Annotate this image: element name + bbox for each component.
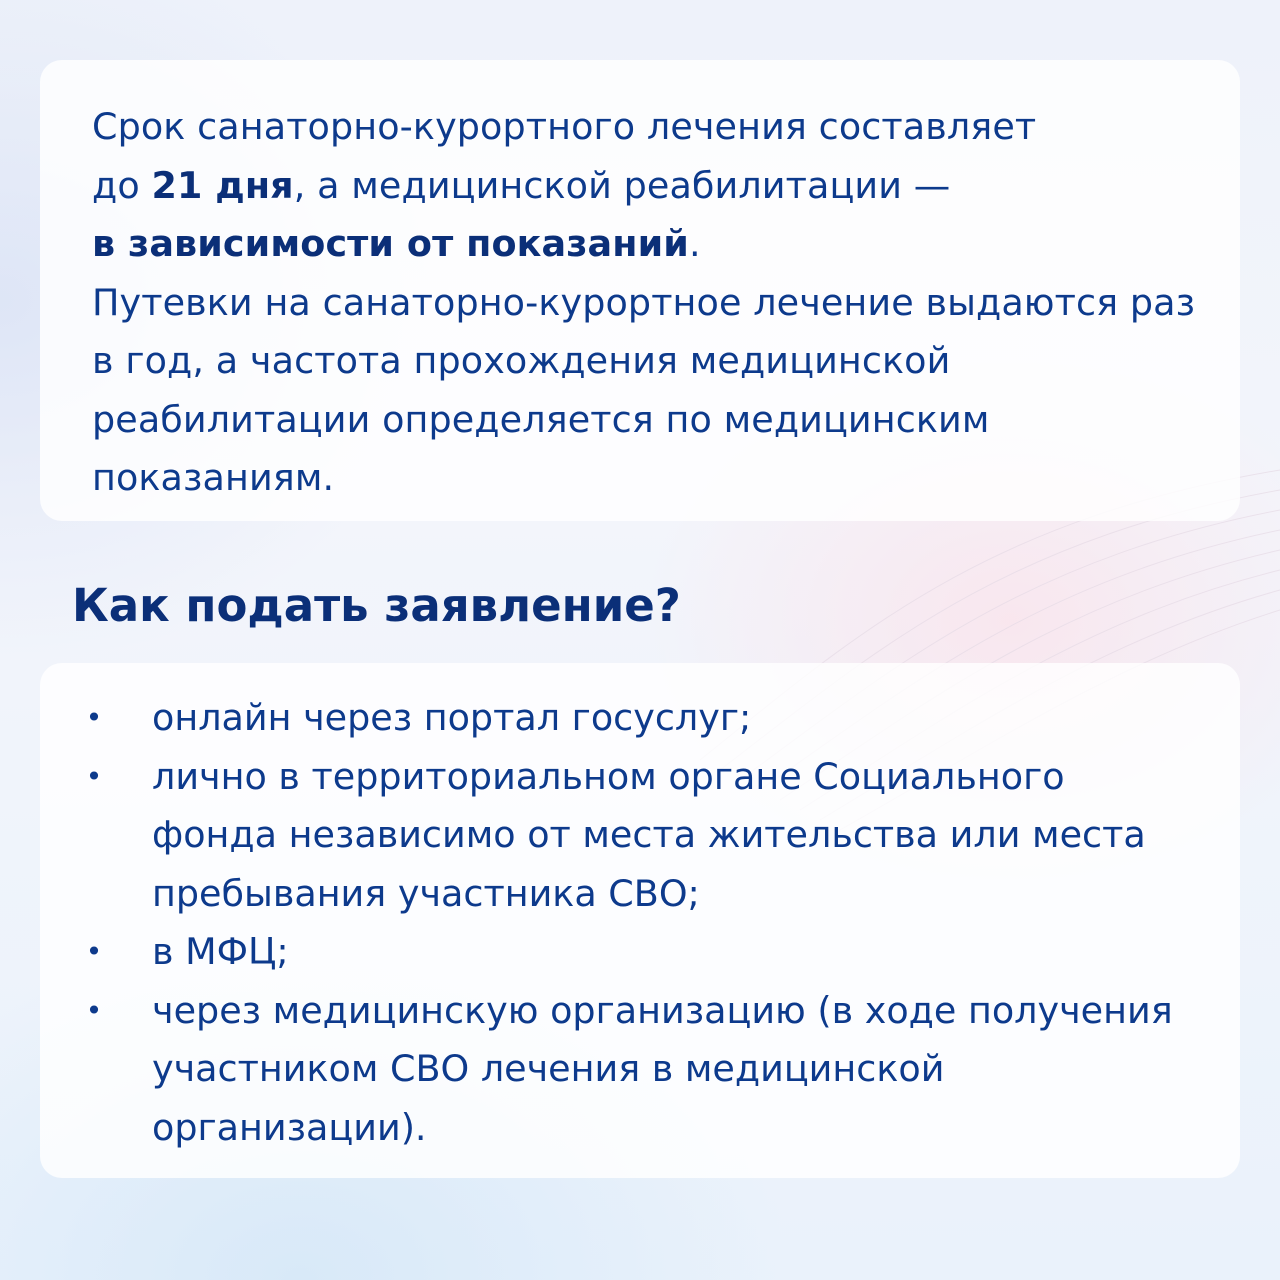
bullet-icon: •	[85, 935, 103, 968]
list-item	[76, 689, 1200, 748]
frequency-paragraph: Путевки на санаторно-курортное лечение выдаются раз в год, а частота прохождения медицинской реабилитации определяется по медицинским показаниям.	[92, 280, 1196, 499]
bullet-icon: •	[85, 993, 103, 1027]
duration-line-2-suffix: , а медицинской реабилитации —	[293, 163, 951, 207]
list-item-text: в МФЦ;	[152, 930, 289, 973]
duration-line-1: Срок санаторно-курортного лечения составляет	[92, 105, 1037, 148]
list-item	[76, 748, 1200, 924]
list-item-text: через медицинскую организацию (в ходе получения участником СВО лечения в медицинской организации).	[152, 988, 1173, 1149]
application-methods-card	[40, 663, 1240, 1178]
duration-days-highlight: 21 дня	[151, 163, 294, 207]
duration-line-3-suffix: .	[688, 222, 701, 265]
list-item	[76, 923, 1200, 982]
duration-line-2-prefix: до	[92, 163, 152, 207]
list-item	[76, 982, 1200, 1158]
info-card	[40, 60, 1240, 521]
list-item-text: онлайн через портал госуслуг;	[152, 696, 752, 739]
list-item-text: лично в территориальном органе Социального фонда независимо от места жительства или места пребывания участника СВО;	[152, 754, 1146, 915]
application-methods-list	[76, 689, 1200, 1157]
bullet-icon: •	[85, 701, 103, 734]
section-heading: Как подать заявление?	[72, 579, 681, 632]
bullet-icon: •	[85, 759, 103, 793]
duration-paragraph	[92, 98, 1200, 274]
rehab-duration-highlight: в зависимости от показаний	[92, 222, 689, 265]
